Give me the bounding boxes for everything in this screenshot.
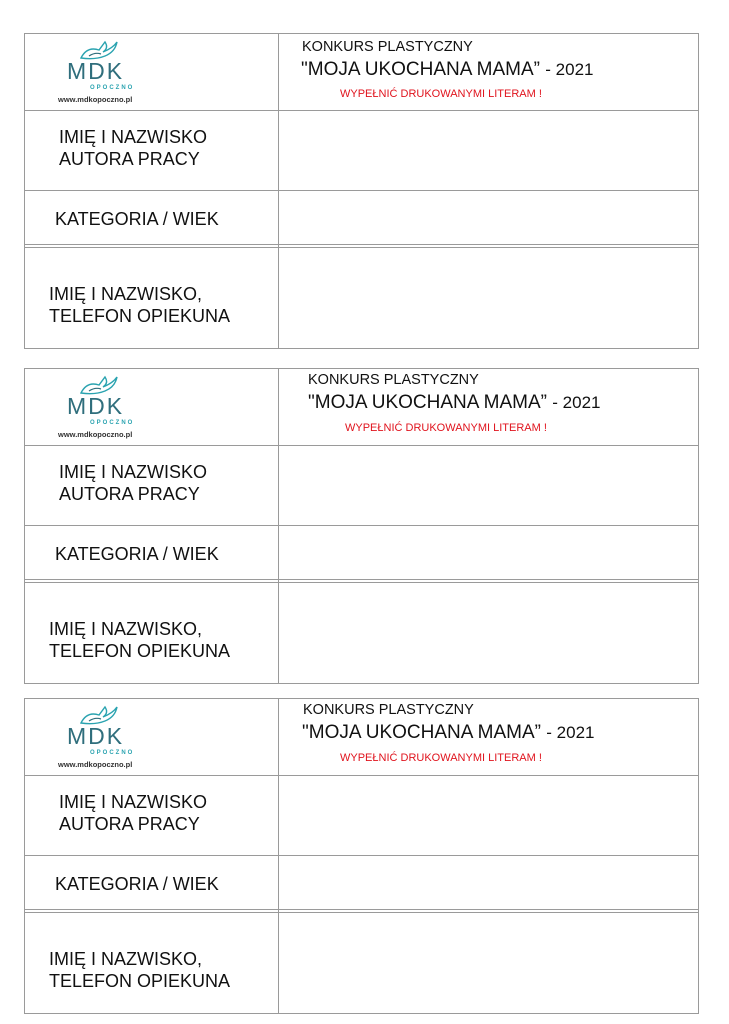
logo-subtitle: OPOCZNO: [90, 420, 135, 426]
category-label: KATEGORIA / WIEK: [55, 544, 219, 564]
contest-title: [308, 392, 600, 414]
contest-type: KONKURS PLASTYCZNY: [308, 372, 479, 388]
entry-card: [24, 368, 699, 684]
contest-title: [302, 722, 594, 744]
logo-mark: MDK: [67, 723, 125, 749]
fill-notice: WYPEŁNIĆ DRUKOWANYMI LITERAM !: [345, 422, 547, 434]
row-divider: [25, 445, 698, 446]
contest-title-text: "MOJA UKOCHANA MAMA”: [308, 392, 547, 413]
column-divider: [278, 369, 279, 683]
guardian-label: [49, 948, 230, 992]
logo-subtitle: OPOCZNO: [90, 85, 135, 91]
contest-type: KONKURS PLASTYCZNY: [303, 702, 474, 718]
row-divider: [25, 110, 698, 111]
row-divider: [25, 909, 698, 910]
guardian-label-line: IMIĘ I NAZWISKO,: [49, 619, 203, 639]
entry-card: [24, 33, 699, 349]
fill-notice: WYPEŁNIĆ DRUKOWANYMI LITERAM !: [340, 88, 542, 100]
entry-card: [24, 698, 699, 1014]
guardian-label: [49, 283, 230, 327]
author-label: [59, 126, 207, 170]
contest-title: [301, 59, 593, 81]
author-label-line: AUTORA PRACY: [59, 484, 200, 504]
author-label-line: AUTORA PRACY: [59, 149, 200, 169]
row-divider: [25, 244, 698, 245]
category-label: KATEGORIA / WIEK: [55, 874, 219, 894]
author-label-line: AUTORA PRACY: [59, 814, 200, 834]
contest-type: KONKURS PLASTYCZNY: [302, 39, 473, 55]
fill-notice: WYPEŁNIĆ DRUKOWANYMI LITERAM !: [340, 752, 542, 764]
author-label: [59, 791, 207, 835]
row-divider: [25, 579, 698, 580]
logo-mark: MDK: [67, 58, 125, 84]
logo-url: www.mdkopoczno.pl: [58, 95, 133, 104]
row-divider: [25, 775, 698, 776]
mdk-logo: [57, 373, 177, 441]
guardian-label-line: IMIĘ I NAZWISKO,: [49, 949, 203, 969]
mdk-logo: [57, 703, 177, 771]
row-divider: [25, 525, 698, 526]
guardian-label-line: TELEFON OPIEKUNA: [49, 306, 231, 326]
row-divider: [25, 582, 698, 583]
author-label: [59, 461, 207, 505]
contest-title-text: "MOJA UKOCHANA MAMA”: [301, 59, 540, 80]
author-label-line: IMIĘ I NAZWISKO: [59, 127, 208, 147]
contest-title-text: "MOJA UKOCHANA MAMA”: [302, 722, 541, 743]
contest-year: - 2021: [545, 60, 594, 79]
logo-mark: MDK: [67, 393, 125, 419]
author-label-line: IMIĘ I NAZWISKO: [59, 792, 208, 812]
row-divider: [25, 912, 698, 913]
guardian-label-line: TELEFON OPIEKUNA: [49, 641, 231, 661]
guardian-label: [49, 618, 230, 662]
guardian-label-line: IMIĘ I NAZWISKO,: [49, 284, 203, 304]
row-divider: [25, 190, 698, 191]
mdk-logo: [57, 38, 177, 106]
author-label-line: IMIĘ I NAZWISKO: [59, 462, 208, 482]
column-divider: [278, 699, 279, 1013]
category-label: KATEGORIA / WIEK: [55, 209, 219, 229]
logo-subtitle: OPOCZNO: [90, 750, 135, 756]
guardian-label-line: TELEFON OPIEKUNA: [49, 971, 231, 991]
row-divider: [25, 247, 698, 248]
row-divider: [25, 855, 698, 856]
column-divider: [278, 34, 279, 348]
contest-year: - 2021: [552, 393, 601, 412]
logo-url: www.mdkopoczno.pl: [58, 760, 133, 769]
logo-url: www.mdkopoczno.pl: [58, 430, 133, 439]
contest-year: - 2021: [546, 723, 595, 742]
